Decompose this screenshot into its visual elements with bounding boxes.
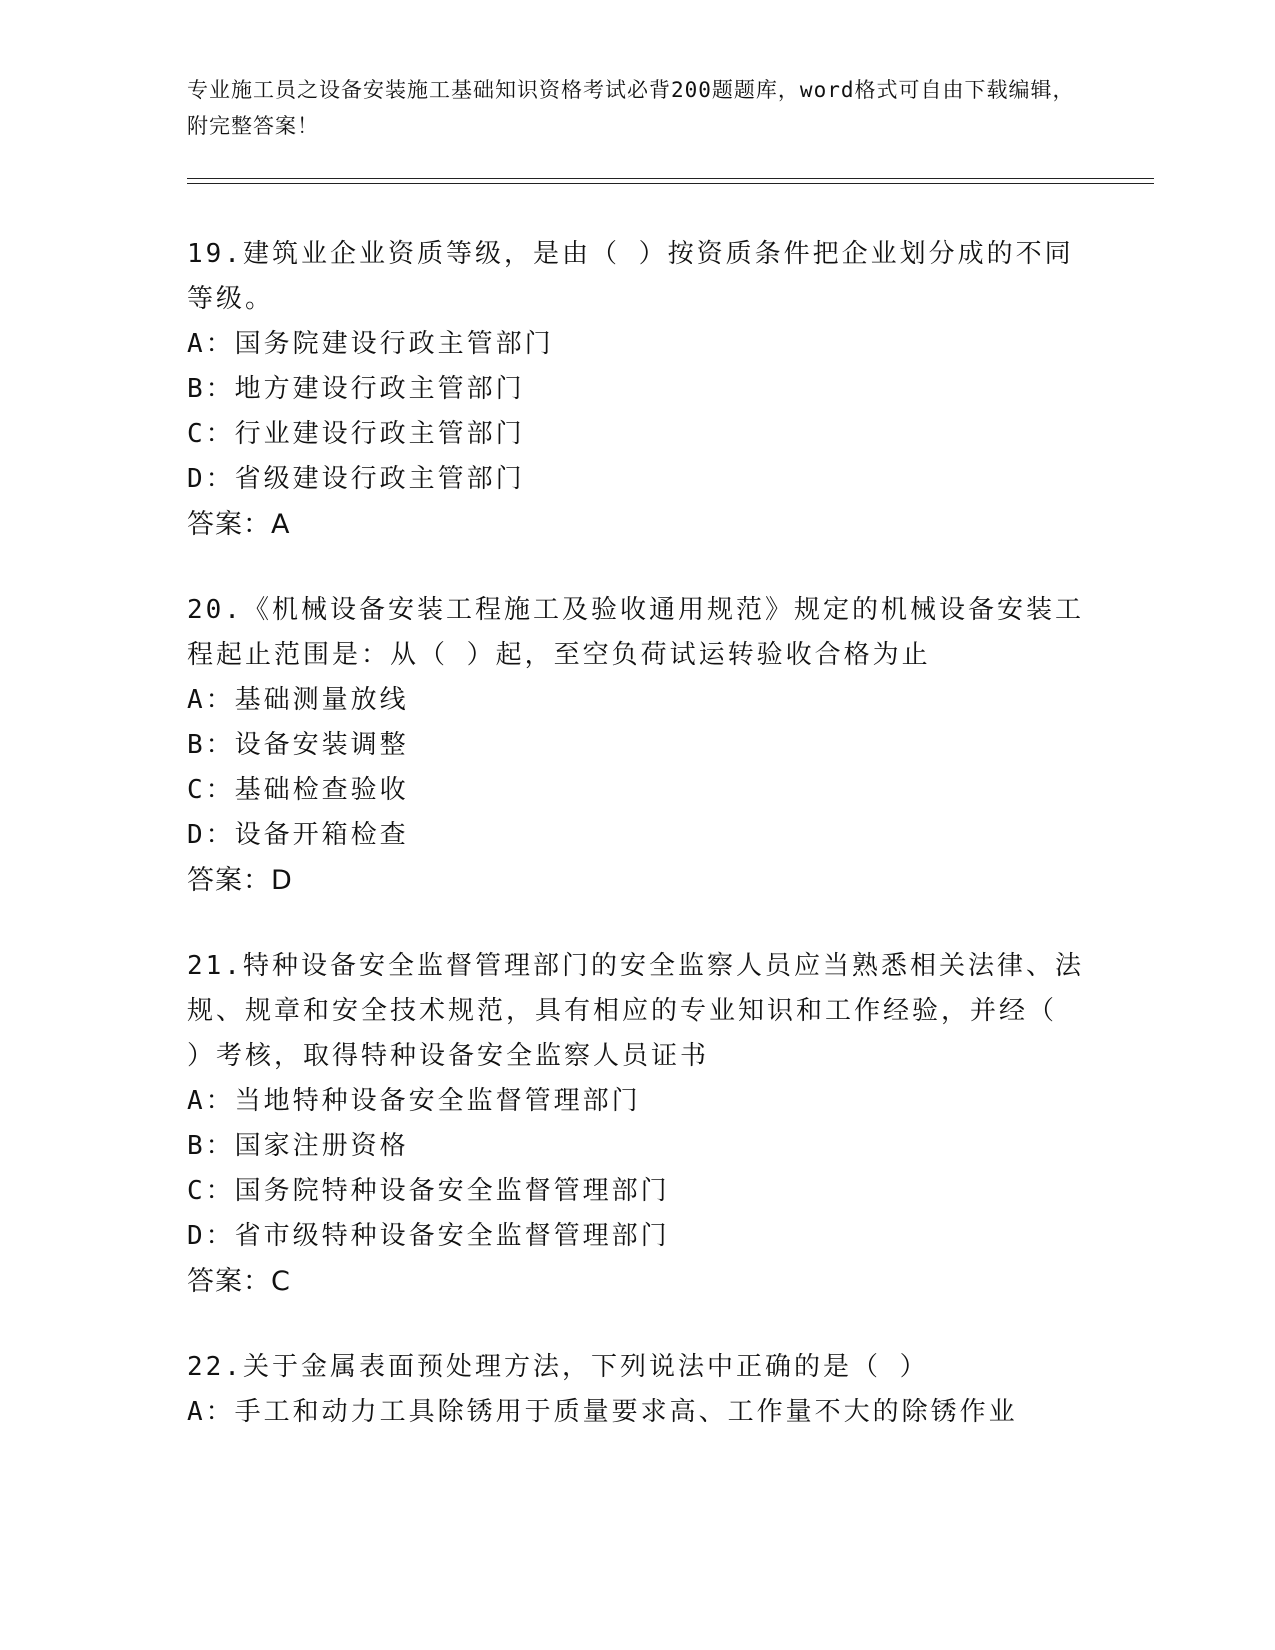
option-a: A：当地特种设备安全监督管理部门 bbox=[187, 1086, 641, 1116]
question-stem: 21.特种设备安全监督管理部门的安全监察人员应当熟悉相关法律、法规、规章和安全技术规范，具有相应的专业知识和工作经验，并经（ ）考核，取得特种设备安全监察人员证书 bbox=[187, 951, 1084, 1071]
header-rule-bottom bbox=[187, 183, 1154, 184]
question-stem: 19.建筑业企业资质等级，是由（ ）按资质条件把企业划分成的不同等级。 bbox=[187, 239, 1074, 314]
option-c: C：基础检查验收 bbox=[187, 775, 409, 805]
option-d: D：省级建设行政主管部门 bbox=[187, 464, 525, 494]
option-b: B：设备安装调整 bbox=[187, 730, 409, 760]
option-d: D：省市级特种设备安全监督管理部门 bbox=[187, 1221, 670, 1251]
question-stem: 22.关于金属表面预处理方法，下列说法中正确的是（ ） bbox=[187, 1352, 929, 1382]
question-stem: 20.《机械设备安装工程施工及验收通用规范》规定的机械设备安装工程起止范围是：从（ ）起，至空负荷试运转验收合格为止 bbox=[187, 595, 1084, 670]
option-a: A：手工和动力工具除锈用于质量要求高、工作量不大的除锈作业 bbox=[187, 1397, 1018, 1427]
option-b: B：地方建设行政主管部门 bbox=[187, 374, 525, 404]
answer: 答案：D bbox=[187, 865, 293, 896]
option-a: A：国务院建设行政主管部门 bbox=[187, 329, 554, 359]
question-21 bbox=[187, 944, 1087, 1305]
question-19 bbox=[187, 232, 1087, 548]
option-a: A：基础测量放线 bbox=[187, 685, 409, 715]
document-header: 专业施工员之设备安装施工基础知识资格考试必背200题题库，word格式可自由下载编辑，附完整答案！ bbox=[187, 78, 1075, 138]
option-c: C：行业建设行政主管部门 bbox=[187, 419, 525, 449]
question-list bbox=[187, 232, 1087, 1475]
answer: 答案：A bbox=[187, 509, 291, 540]
question-22 bbox=[187, 1345, 1087, 1435]
answer: 答案：C bbox=[187, 1266, 291, 1297]
question-20 bbox=[187, 588, 1087, 904]
option-b: B：国家注册资格 bbox=[187, 1131, 409, 1161]
header-rule-top bbox=[187, 178, 1154, 179]
option-c: C：国务院特种设备安全监督管理部门 bbox=[187, 1176, 670, 1206]
option-d: D：设备开箱检查 bbox=[187, 820, 409, 850]
